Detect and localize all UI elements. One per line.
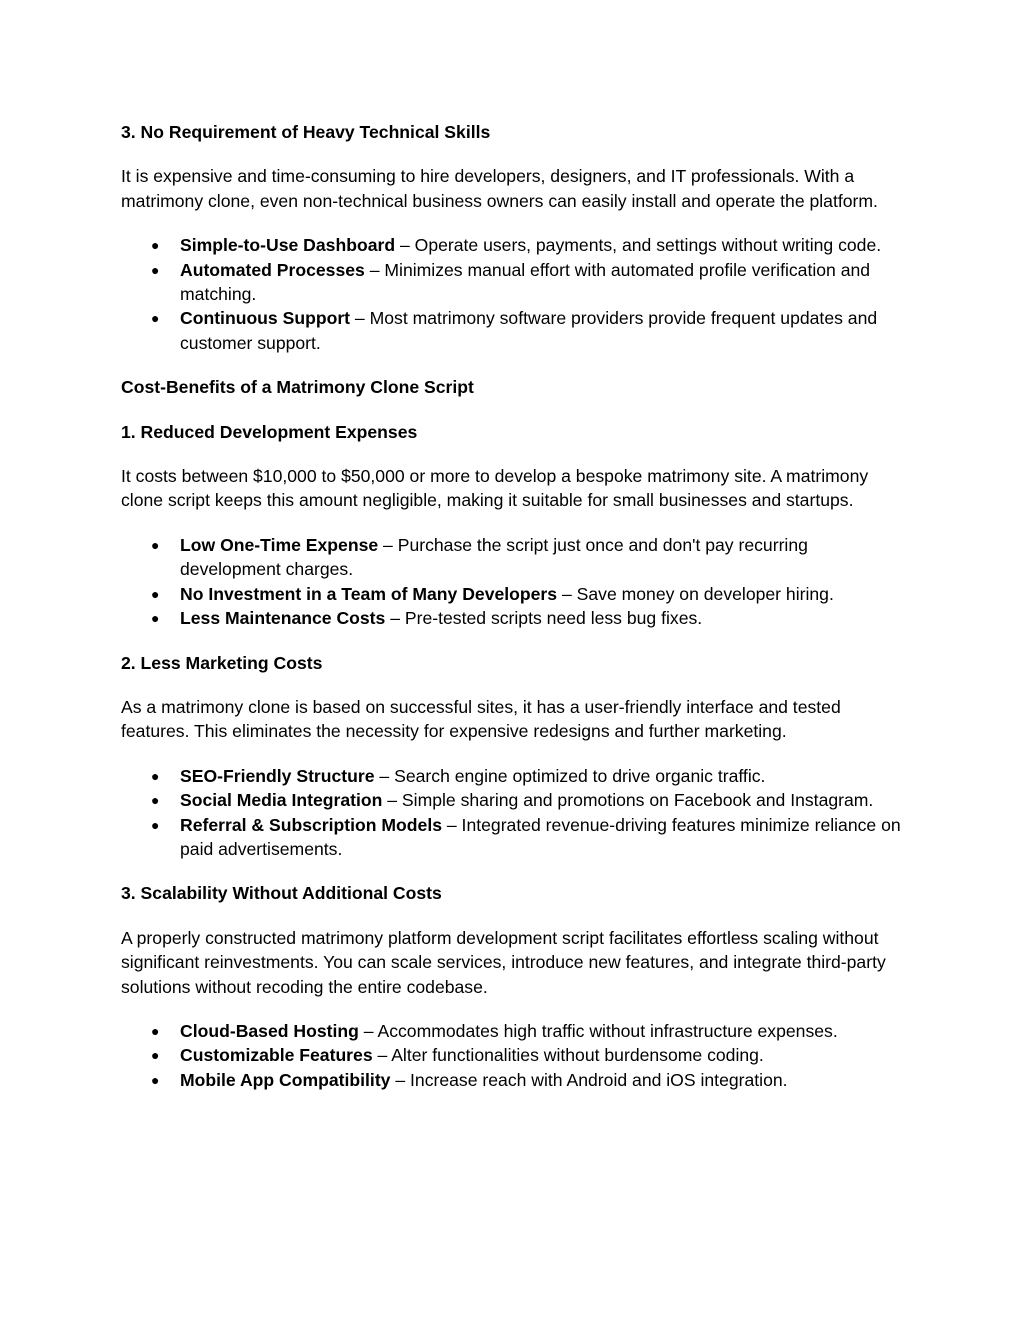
bullet-term: SEO-Friendly Structure (180, 765, 375, 786)
bullet-icon: ● (151, 237, 160, 254)
bullet-term: Customizable Features (180, 1045, 373, 1066)
bullet-text: – Most matrimony software providers provide frequent updates and customer support. (180, 308, 878, 353)
bullet-icon: ● (151, 1071, 160, 1088)
bullet-icon: ● (151, 585, 160, 602)
bullet-icon: ● (151, 816, 160, 833)
section-heading: 2. Less Marketing Costs (121, 652, 323, 673)
list-item (121, 788, 904, 812)
list-item (121, 582, 904, 606)
bullet-text: – Simple sharing and promotions on Facebook and Instagram. (382, 790, 874, 811)
bullet-text: – Increase reach with Android and iOS integration. (390, 1069, 788, 1090)
section-paragraph: It costs between $10,000 to $50,000 or more to develop a bespoke matrimony site. A matrimony clone script keeps this amount negligible, making it suitable for small businesses and startups. (121, 466, 869, 511)
list-item (121, 606, 904, 630)
list-item (121, 1019, 904, 1043)
bullet-text: – Alter functionalities without burdensome coding. (372, 1045, 764, 1066)
bullet-icon: ● (151, 261, 160, 278)
bullet-text: – Pre-tested scripts need less bug fixes. (385, 608, 703, 629)
bullet-term: Social Media Integration (180, 790, 383, 811)
bullet-list (121, 233, 904, 355)
bullet-icon: ● (151, 767, 160, 784)
list-item (121, 233, 904, 257)
bullet-term: Low One-Time Expense (180, 534, 379, 555)
section-paragraph: As a matrimony clone is based on successful sites, it has a user-friendly interface and tested features. This eliminates the necessity for expensive redesigns and further marketing. (121, 696, 841, 742)
section-heading: 3. No Requirement of Heavy Technical Skills (121, 122, 491, 142)
list-item (121, 533, 904, 582)
bullet-text: – Accommodates high traffic without infrastructure expenses. (358, 1020, 838, 1041)
bullet-text: – Search engine optimized to drive organic traffic. (374, 765, 766, 786)
section-paragraph: A properly constructed matrimony platform development script facilitates effortless scaling without significant reinvestments. You can scale services, introduce new features, and integrate third-party solutions without recoding the entire codebase. (121, 927, 886, 997)
bullet-term: Mobile App Compatibility (180, 1069, 391, 1090)
bullet-icon: ● (151, 610, 160, 627)
list-item (121, 764, 904, 788)
bullet-term: Less Maintenance Costs (180, 608, 386, 629)
bullet-list (121, 764, 904, 862)
bullet-text: – Minimizes manual effort with automated profile verification and matching. (180, 259, 871, 305)
list-item (121, 258, 904, 307)
bullet-icon: ● (151, 1047, 160, 1064)
bullet-term: Referral & Subscription Models (180, 814, 442, 835)
list-item (121, 1043, 904, 1067)
bullet-term: No Investment in a Team of Many Developers (180, 583, 558, 604)
bullet-term: Cloud-Based Hosting (180, 1020, 359, 1041)
bullet-icon: ● (151, 310, 160, 327)
bullet-term: Automated Processes (180, 259, 365, 280)
section-heading: 1. Reduced Development Expenses (121, 421, 418, 442)
bullet-text: – Operate users, payments, and settings without writing code. (395, 235, 882, 256)
section-paragraph: It is expensive and time-consuming to hire developers, designers, and IT professionals. With a matrimony clone, even non-technical business owners can easily install and operate the platform. (121, 166, 878, 211)
list-item (121, 813, 904, 862)
bullet-list (121, 533, 904, 631)
bullet-list (121, 1019, 904, 1092)
cost-benefits-heading: Cost-Benefits of a Matrimony Clone Script (121, 377, 474, 398)
list-item (121, 306, 904, 355)
bullet-text: – Integrated revenue-driving features minimize reliance on paid advertisements. (180, 814, 901, 859)
bullet-term: Continuous Support (180, 308, 351, 329)
bullet-icon: ● (151, 1022, 160, 1039)
section-heading: 3. Scalability Without Additional Costs (121, 883, 442, 904)
bullet-icon: ● (151, 792, 160, 809)
bullet-text: – Save money on developer hiring. (557, 583, 834, 604)
list-item (121, 1068, 904, 1092)
bullet-icon: ● (151, 536, 160, 553)
bullet-term: Simple-to-Use Dashboard (180, 235, 396, 256)
bullet-text: – Purchase the script just once and don't pay recurring development charges. (180, 534, 808, 580)
